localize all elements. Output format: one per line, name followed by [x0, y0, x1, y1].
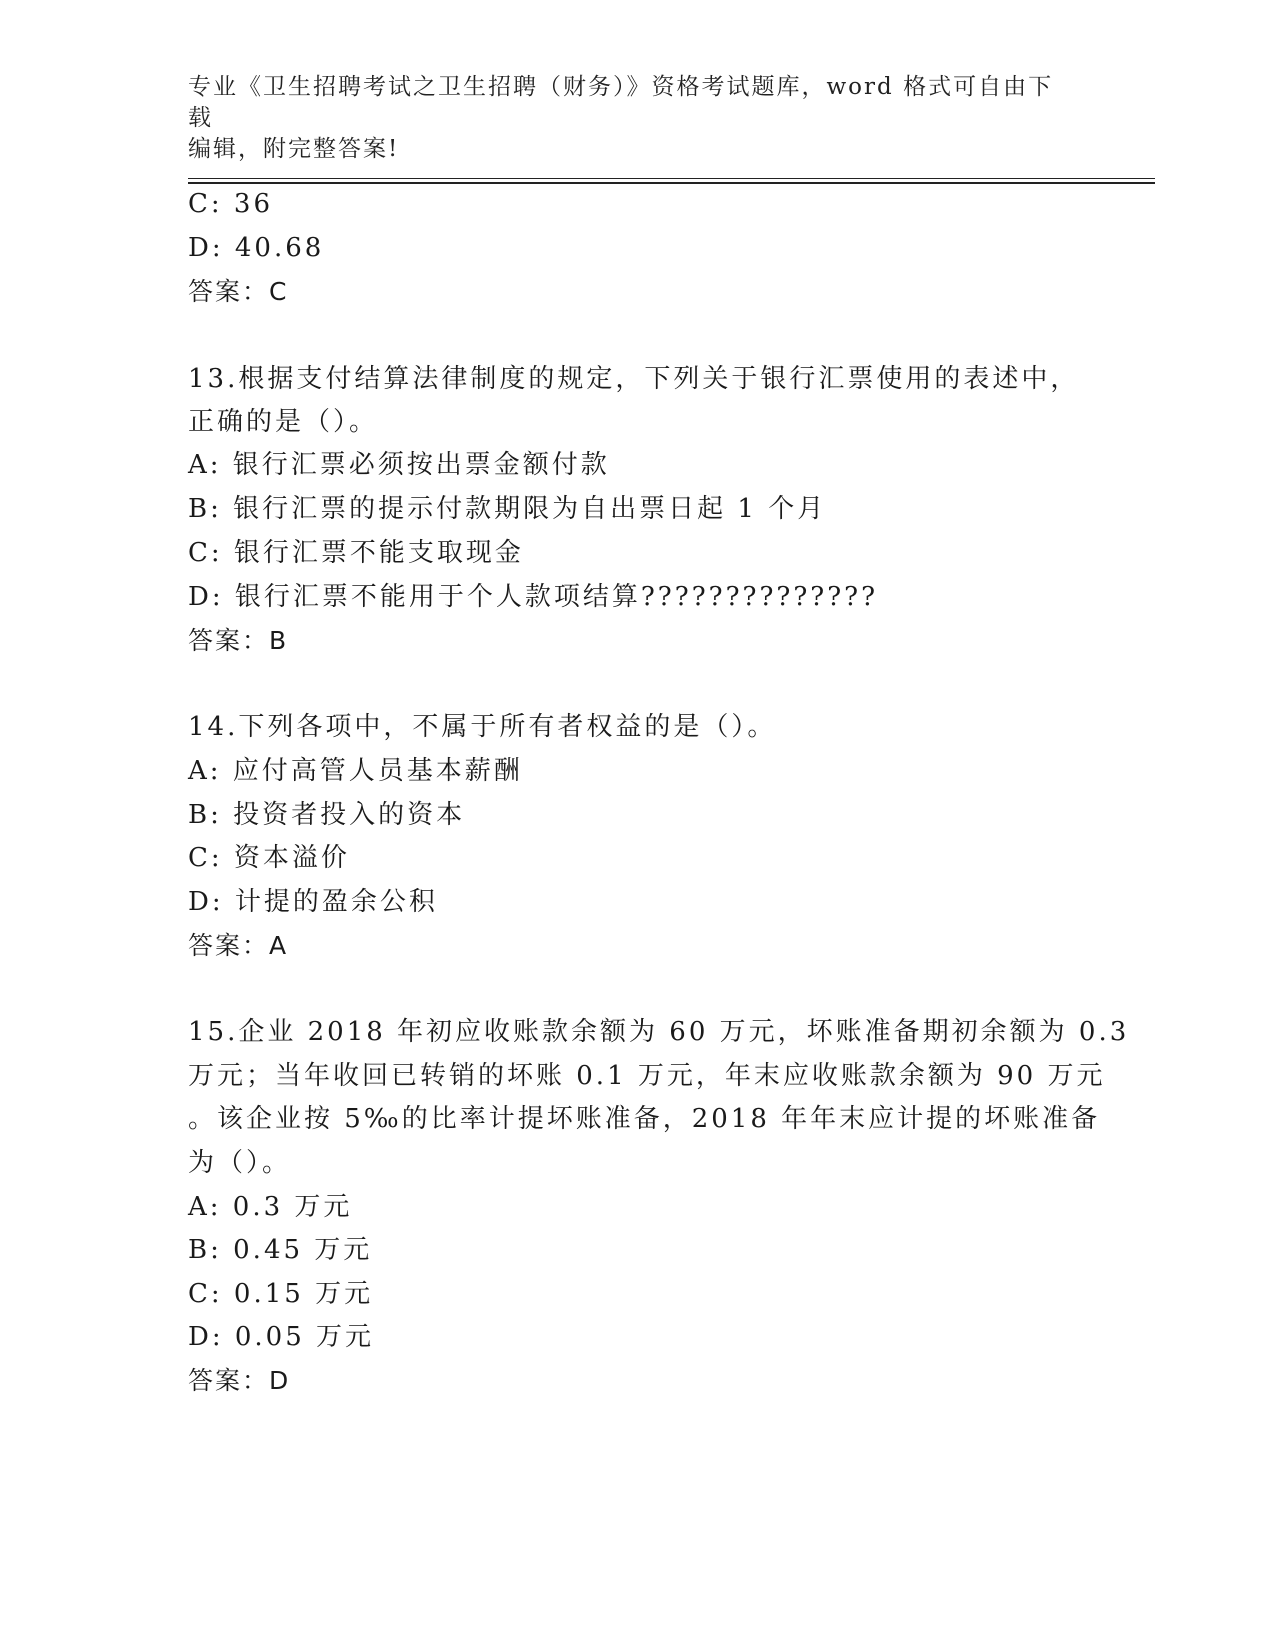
header-divider-thick: [188, 182, 1155, 184]
q14-option-b: B: 投资者投入的资本: [188, 800, 466, 830]
prev-answer: 答案：C: [188, 277, 289, 306]
prev-option-d: D: 40.68: [188, 233, 325, 263]
q14-option-d: D: 计提的盈余公积: [188, 887, 438, 917]
q15-option-b: B: 0.45 万元: [188, 1235, 373, 1265]
header-line-1: 专业《卫生招聘考试之卫生招聘（财务）》资格考试题库，word 格式可自由下载: [188, 74, 1054, 131]
q13-option-d: D: 银行汇票不能用于个人款项结算??????????????: [188, 582, 879, 612]
header-line-2: 编辑，附完整答案!: [188, 136, 400, 162]
q14-stem-line-1: 14.下列各项中，不属于所有者权益的是（）。: [188, 712, 777, 742]
q15-option-c: C: 0.15 万元: [188, 1279, 374, 1309]
q13-stem-line-2: 正确的是（）。: [188, 407, 379, 437]
q13-option-c: C: 银行汇票不能支取现金: [188, 538, 524, 568]
q14-option-c: C: 资本溢价: [188, 843, 350, 873]
header-divider-thin: [188, 178, 1155, 179]
q14-answer: 答案：A: [188, 931, 289, 960]
q14-option-a: A: 应付高管人员基本薪酬: [188, 756, 523, 786]
q15-stem-line-3: 。该企业按 5‰的比率计提坏账准备，2018 年年末应计提的坏账准备: [188, 1104, 1101, 1134]
q15-answer: 答案：D: [188, 1366, 291, 1395]
q13-option-a: A: 银行汇票必须按出票金额付款: [188, 450, 610, 480]
document-header: [188, 72, 1078, 165]
q15-stem-line-1: 15.企业 2018 年初应收账款余额为 60 万元，坏账准备期初余额为 0.3: [188, 1017, 1130, 1047]
q13-stem-line-1: 13.根据支付结算法律制度的规定，下列关于银行汇票使用的表述中，: [188, 364, 1080, 394]
q15-stem-line-4: 为（）。: [188, 1148, 292, 1178]
prev-option-c: C: 36: [188, 189, 274, 219]
q15-stem-line-2: 万元；当年收回已转销的坏账 0.1 万元，年末应收账款余额为 90 万元: [188, 1061, 1106, 1091]
q15-option-a: A: 0.3 万元: [188, 1192, 353, 1222]
q13-option-b: B: 银行汇票的提示付款期限为自出票日起 1 个月: [188, 494, 827, 524]
q13-answer: 答案：B: [188, 626, 289, 655]
q15-option-d: D: 0.05 万元: [188, 1322, 375, 1352]
